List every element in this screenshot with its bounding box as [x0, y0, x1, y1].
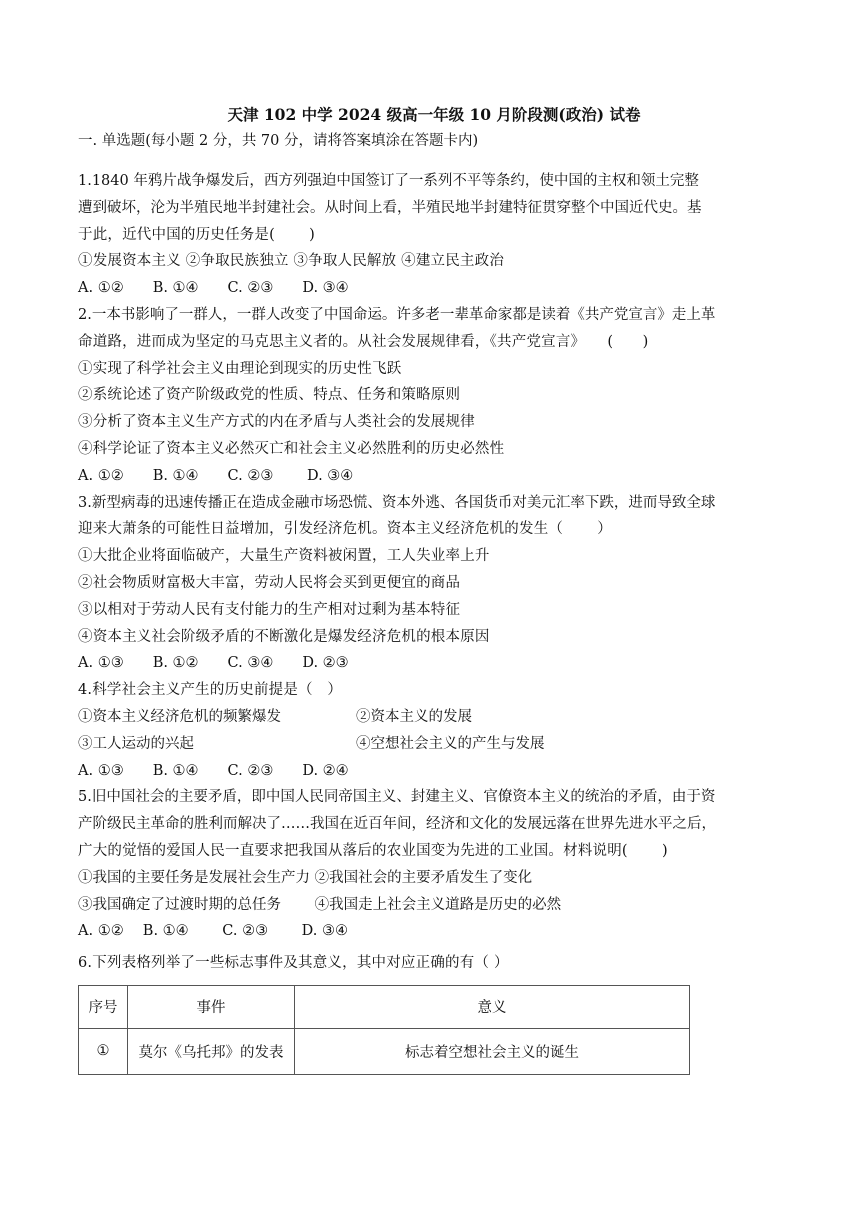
question-4-choices: A. ①③ B. ①④ C. ②③ D. ②④ — [78, 762, 349, 779]
question-5-statements: ①我国的主要任务是发展社会生产力 ②我国社会的主要矛盾发生了变化 — [78, 869, 533, 886]
question-1-stem-line: 1.1840 年鸦片战争爆发后，西方列强迫中国签订了一系列不平等条约，使中国的主权和领土完整 — [78, 173, 699, 189]
question-4-statement: ③工人运动的兴起 — [78, 735, 194, 752]
question-3 — [78, 490, 790, 678]
question-5-statements: ③我国确定了过渡时期的总任务 ④我国走上社会主义道路是历史的必然 — [78, 896, 562, 913]
question-3-statement: ④资本主义社会阶级矛盾的不断激化是爆发经济危机的根本原因 — [78, 628, 490, 645]
question-2-stem-line: 2.一本书影响了一群人，一群人改变了中国命运。许多老一辈革命家都是读着《共产党宣言》走上革 — [78, 306, 716, 323]
question-1-stem-line: 于此，近代中国的历史任务是( ) — [78, 226, 316, 243]
question-5-stem-line: 5.旧中国社会的主要矛盾，即中国人民同帝国主义、封建主义、官僚资本主义的统治的矛盾，由于资 — [78, 789, 716, 806]
table-header-cell: 序号 — [79, 985, 128, 1028]
question-3-statement: ②社会物质财富极大丰富，劳动人民将会买到更便宜的商品 — [78, 574, 461, 591]
question-1-stem-line: 遭到破坏，沦为半殖民地半封建社会。从时间上看，半殖民地半封建特征贯穿整个中国近代史。基 — [78, 199, 702, 216]
question-2 — [78, 302, 790, 490]
question-2-statement: ③分析了资本主义生产方式的内在矛盾与人类社会的发展规律 — [78, 414, 475, 431]
question-5-stem-line: 广大的觉悟的爱国人民一直要求把我国从落后的农业国变为先进的工业国。材料说明( ) — [78, 842, 668, 859]
question-2-statement: ④科学论证了资本主义必然灭亡和社会主义必然胜利的历史必然性 — [78, 440, 505, 457]
question-2-choices: A. ①② B. ①④ C. ②③ D. ③④ — [78, 467, 354, 484]
question-3-stem-line: 迎来大萧条的可能性日益增加，引发经济危机。资本主义经济危机的发生（ ） — [78, 521, 613, 538]
table-header-row — [79, 985, 690, 1028]
question-4-statement: ④空想社会主义的产生与发展 — [356, 735, 545, 752]
question-3-statement: ③以相对于劳动人民有支付能力的生产相对过剩为基本特征 — [78, 601, 461, 618]
events-table — [78, 985, 690, 1075]
question-4-statement-row — [78, 704, 790, 731]
question-3-choices: A. ①③ B. ①② C. ③④ D. ②③ — [78, 655, 349, 672]
table-cell: 莫尔《乌托邦》的发表 — [128, 1028, 295, 1074]
question-3-stem-line: 3.新型病毒的迅速传播正在造成金融市场恐慌、资本外逃、各国货币对美元汇率下跌，进而导致全球 — [78, 494, 716, 511]
question-5-choices: A. ①② B. ①④ C. ②③ D. ③④ — [78, 923, 349, 940]
page-title: 天津 102 中学 2024 级高一年级 10 月阶段测(政治) 试卷 — [227, 105, 641, 124]
question-1-choices: A. ①② B. ①④ C. ②③ D. ③④ — [78, 280, 349, 297]
table-header-cell: 事件 — [128, 985, 295, 1028]
table-header-cell: 意义 — [295, 985, 690, 1028]
question-5-stem-line: 产阶级民主革命的胜利而解决了……我国在近百年间，经济和文化的发展远落在世界先进水平之后， — [78, 816, 716, 833]
table-row — [79, 1028, 690, 1074]
question-4 — [78, 677, 790, 784]
table-cell: 标志着空想社会主义的诞生 — [295, 1028, 690, 1074]
question-6-stem: 6.下列表格列举了一些标志事件及其意义，其中对应正确的有（ ） — [78, 955, 509, 972]
question-1 — [78, 168, 790, 302]
question-6 — [78, 950, 790, 1075]
question-4-statement-row — [78, 731, 790, 758]
question-4-statement: ②资本主义的发展 — [356, 708, 472, 725]
question-1-statements: ①发展资本主义 ②争取民族独立 ③争取人民解放 ④建立民主政治 — [78, 253, 505, 270]
question-2-stem-line: 命道路，进而成为坚定的马克思主义者的。从社会发展规律看，《共产党宣言》 ( ) — [78, 333, 649, 350]
question-2-statement: ①实现了科学社会主义由理论到现实的历史性飞跃 — [78, 360, 402, 377]
table-cell: ① — [79, 1028, 128, 1074]
question-3-statement: ①大批企业将面临破产，大量生产资料被闲置，工人失业率上升 — [78, 548, 490, 565]
exam-page — [78, 102, 790, 1075]
question-4-stem: 4.科学社会主义产生的历史前提是（ ） — [78, 682, 343, 699]
section-heading: 一. 单选题(每小题 2 分，共 70 分，请将答案填涂在答题卡内) — [78, 133, 479, 149]
question-4-statement: ①资本主义经济危机的频繁爆发 — [78, 708, 281, 725]
question-5 — [78, 784, 790, 945]
question-2-statement: ②系统论述了资产阶级政党的性质、特点、任务和策略原则 — [78, 387, 461, 404]
